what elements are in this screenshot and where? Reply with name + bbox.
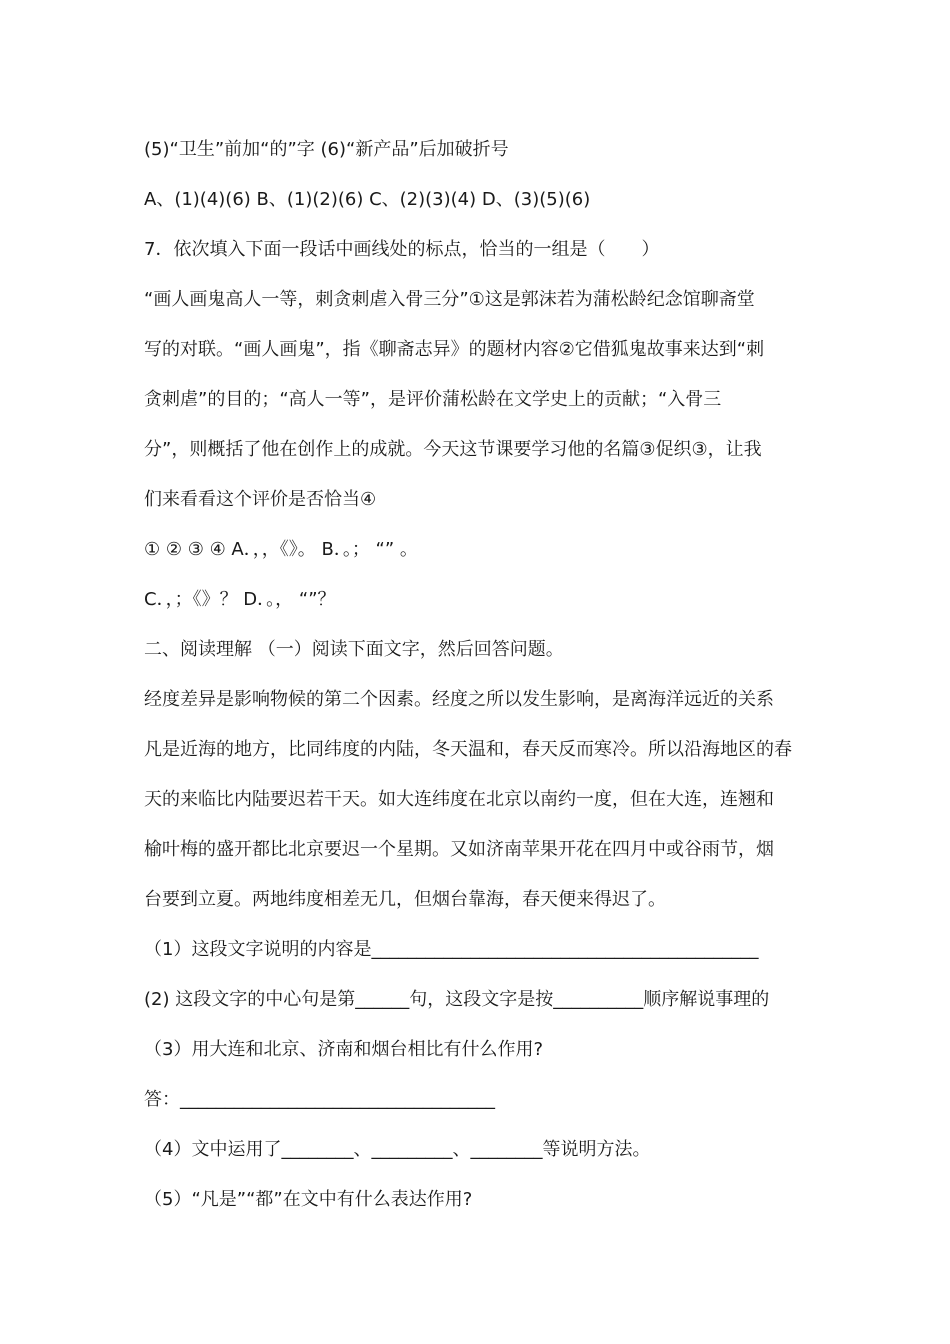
question-7-options: ① ② ③ ④ A．，，《》。 B．。； “” 。: [144, 539, 418, 560]
text-line: “画人画鬼高人一等，刺贪刺虐入骨三分”①这是郭沫若为蒲松龄纪念馆聊斋堂: [144, 289, 755, 310]
passage-line: 台要到立夏。两地纬度相差无几，但烟台靠海，春天便来得迟了。: [144, 889, 666, 910]
text-line: (5)“卫生”前加“的”字 (6)“新产品”后加破折号: [144, 139, 509, 160]
passage-line: 榆叶梅的盛开都比北京要迟一个星期。又如济南苹果开花在四月中或谷雨节，烟: [144, 839, 774, 860]
question-4: （4）文中运用了________、_________、________等说明方法。: [144, 1139, 651, 1160]
text-line: 贪刺虐”的目的；“高人一等”，是评价蒲松龄在文学史上的贡献；“入骨三: [144, 389, 722, 410]
question-2: (2) 这段文字的中心句是第______句，这段文字是按__________顺序解说事理的: [144, 989, 770, 1010]
question-7-options: C．，；《》？ D．。， “”？: [144, 589, 336, 610]
question-3: （3）用大连和北京、济南和烟台相比有什么作用?: [144, 1039, 544, 1060]
question-5: （5）“凡是”“都”在文中有什么表达作用?: [144, 1189, 473, 1210]
passage-line: 天的来临比内陆要迟若干天。如大连纬度在北京以南约一度，但在大连，连翘和: [144, 789, 774, 810]
text-line: 们来看看这个评价是否恰当④: [144, 489, 377, 510]
text-line: 写的对联。“画人画鬼”，指《聊斋志异》的题材内容②它借狐鬼故事来达到“刺: [144, 339, 765, 360]
answer-line: 答：___________________________________: [144, 1089, 495, 1110]
question-1: （1）这段文字说明的内容是___________________________________________: [144, 939, 759, 960]
question-7-stem: 7．依次填入下面一段话中画线处的标点，恰当的一组是（ ）: [144, 239, 660, 260]
passage-line: 凡是近海的地方，比同纬度的内陆，冬天温和，春天反而寒冷。所以沿海地区的春: [144, 739, 792, 760]
section-heading: 二、阅读理解 （一）阅读下面文字，然后回答问题。: [144, 639, 564, 660]
text-line: 分”，则概括了他在创作上的成就。今天这节课要学习他的名篇③促织③，让我: [144, 439, 762, 460]
text-line: A、(1)(4)(6) B、(1)(2)(6) C、(2)(3)(4) D、(3)(5)(6): [144, 189, 591, 210]
passage-line: 经度差异是影响物候的第二个因素。经度之所以发生影响，是离海洋远近的关系: [144, 689, 774, 710]
